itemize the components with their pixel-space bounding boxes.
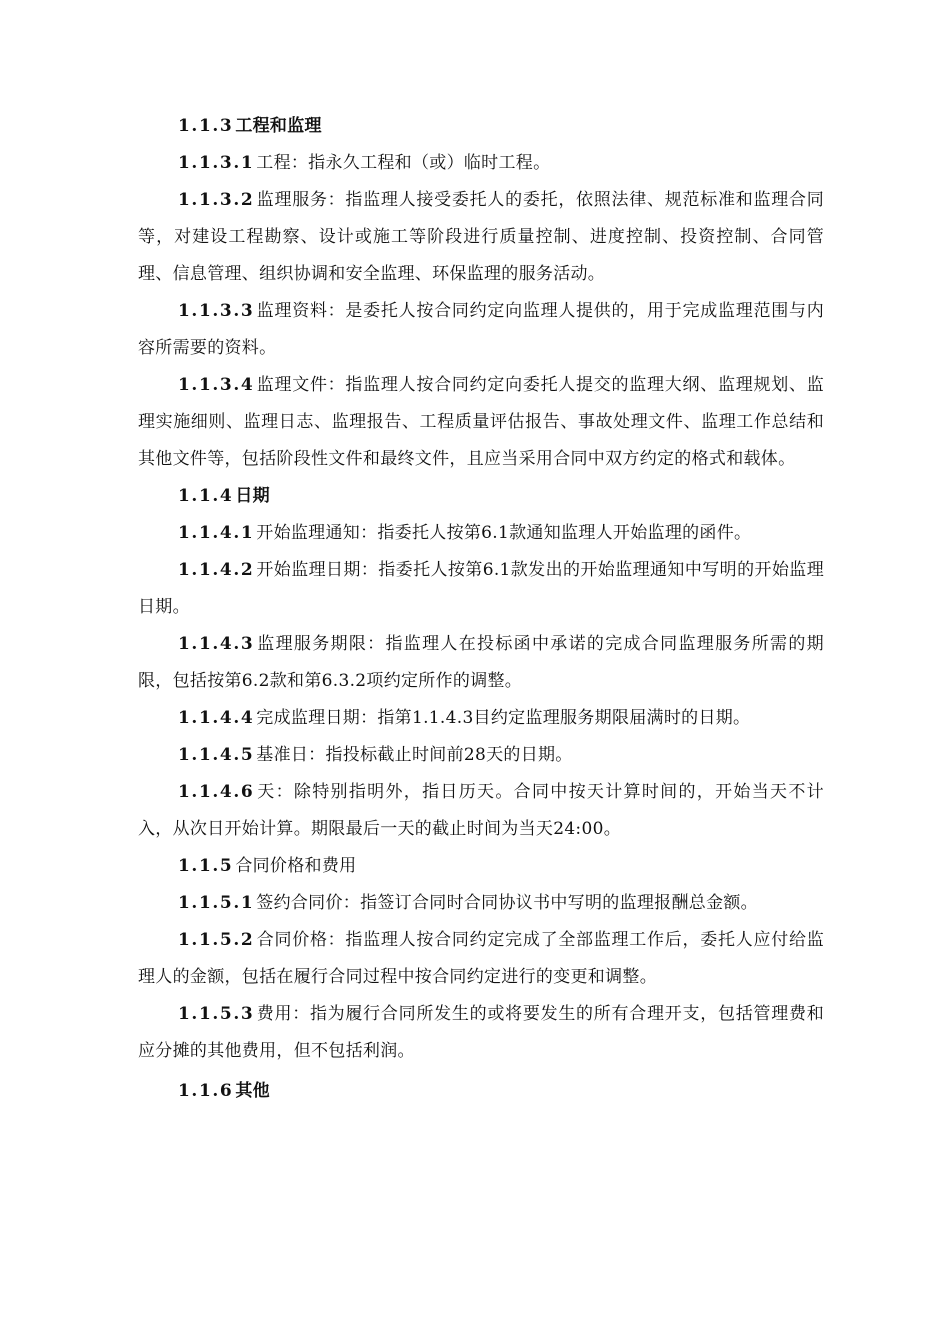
clause-text: 工程和监理	[235, 116, 322, 136]
clause-1-1-3-1	[138, 145, 824, 182]
clause-number: 1.1.4	[178, 486, 234, 506]
clause-number: 1.1.3.4	[178, 375, 255, 395]
section-heading-1-1-3	[138, 108, 824, 145]
clause-text: 完成监理日期：指第1.1.4.3目约定监理服务期限届满时的日期。	[256, 708, 751, 728]
clause-1-1-5-3	[138, 996, 824, 1070]
clause-text: 监理服务：指监理人接受委托人的委托，依照法律、规范标准和监理合同等，对建设工程勘察、设计或施工等阶段进行质量控制、进度控制、投资控制、合同管理、信息管理、组织协调和安全监理、环保监理的服务活动。	[138, 190, 824, 284]
clause-text: 监理资料：是委托人按合同约定向监理人提供的，用于完成监理范围与内容所需要的资料。	[138, 301, 824, 358]
clause-number: 1.1.5.1	[178, 893, 255, 913]
clause-text: 合同价格：指监理人按合同约定完成了全部监理工作后，委托人应付给监理人的金额，包括在履行合同过程中按合同约定进行的变更和调整。	[138, 930, 824, 987]
clause-text: 基准日：指投标截止时间前28天的日期。	[256, 745, 573, 765]
clause-1-1-4-6	[138, 774, 824, 848]
clause-text: 开始监理日期：指委托人按第6.1款发出的开始监理通知中写明的开始监理日期。	[138, 560, 824, 617]
clause-1-1-3-4	[138, 367, 824, 478]
clause-number: 1.1.4.6	[178, 782, 255, 802]
clause-text: 天：除特别指明外，指日历天。合同中按天计算时间的，开始当天不计入，从次日开始计算。期限最后一天的截止时间为当天24:00。	[138, 782, 824, 839]
section-heading-1-1-5	[138, 848, 824, 885]
clause-number: 1.1.4.5	[178, 745, 255, 765]
document-body	[138, 108, 824, 1110]
clause-1-1-4-5	[138, 737, 824, 774]
clause-1-1-4-1	[138, 515, 824, 552]
clause-text: 费用：指为履行合同所发生的或将要发生的所有合理开支，包括管理费和应分摊的其他费用，但不包括利润。	[138, 1004, 824, 1061]
clause-number: 1.1.5	[178, 856, 234, 876]
clause-number: 1.1.4.1	[178, 523, 255, 543]
clause-1-1-5-2	[138, 922, 824, 996]
clause-text: 开始监理通知：指委托人按第6.1款通知监理人开始监理的函件。	[256, 523, 752, 543]
clause-text: 监理文件：指监理人按合同约定向委托人提交的监理大纲、监理规划、监理实施细则、监理日志、监理报告、工程质量评估报告、事故处理文件、监理工作总结和其他文件等，包括阶段性文件和最终文件，且应当采用合同中双方约定的格式和载体。	[138, 375, 824, 469]
clause-1-1-5-1	[138, 885, 824, 922]
clause-text: 工程：指永久工程和（或）临时工程。	[256, 153, 551, 173]
clause-number: 1.1.3	[178, 116, 234, 136]
clause-number: 1.1.4.2	[178, 560, 255, 580]
clause-number: 1.1.4.4	[178, 708, 255, 728]
clause-text: 合同价格和费用	[235, 856, 357, 876]
clause-text: 日期	[235, 486, 270, 506]
clause-text: 其他	[235, 1081, 270, 1101]
clause-number: 1.1.6	[178, 1081, 234, 1101]
clause-number: 1.1.5.2	[178, 930, 255, 950]
clause-1-1-4-3	[138, 626, 824, 700]
clause-number: 1.1.3.3	[178, 301, 255, 321]
clause-number: 1.1.3.1	[178, 153, 255, 173]
clause-1-1-3-3	[138, 293, 824, 367]
clause-1-1-4-2	[138, 552, 824, 626]
section-heading-1-1-4	[138, 478, 824, 515]
clause-number: 1.1.3.2	[178, 190, 255, 210]
clause-number: 1.1.5.3	[178, 1004, 255, 1024]
clause-text: 签约合同价：指签订合同时合同协议书中写明的监理报酬总金额。	[256, 893, 758, 913]
clause-number: 1.1.4.3	[178, 634, 255, 654]
clause-1-1-4-4	[138, 700, 824, 737]
section-heading-1-1-6	[138, 1073, 824, 1110]
clause-1-1-3-2	[138, 182, 824, 293]
clause-text: 监理服务期限：指监理人在投标函中承诺的完成合同监理服务所需的期限，包括按第6.2款和第6.3.2项约定所作的调整。	[138, 634, 824, 691]
